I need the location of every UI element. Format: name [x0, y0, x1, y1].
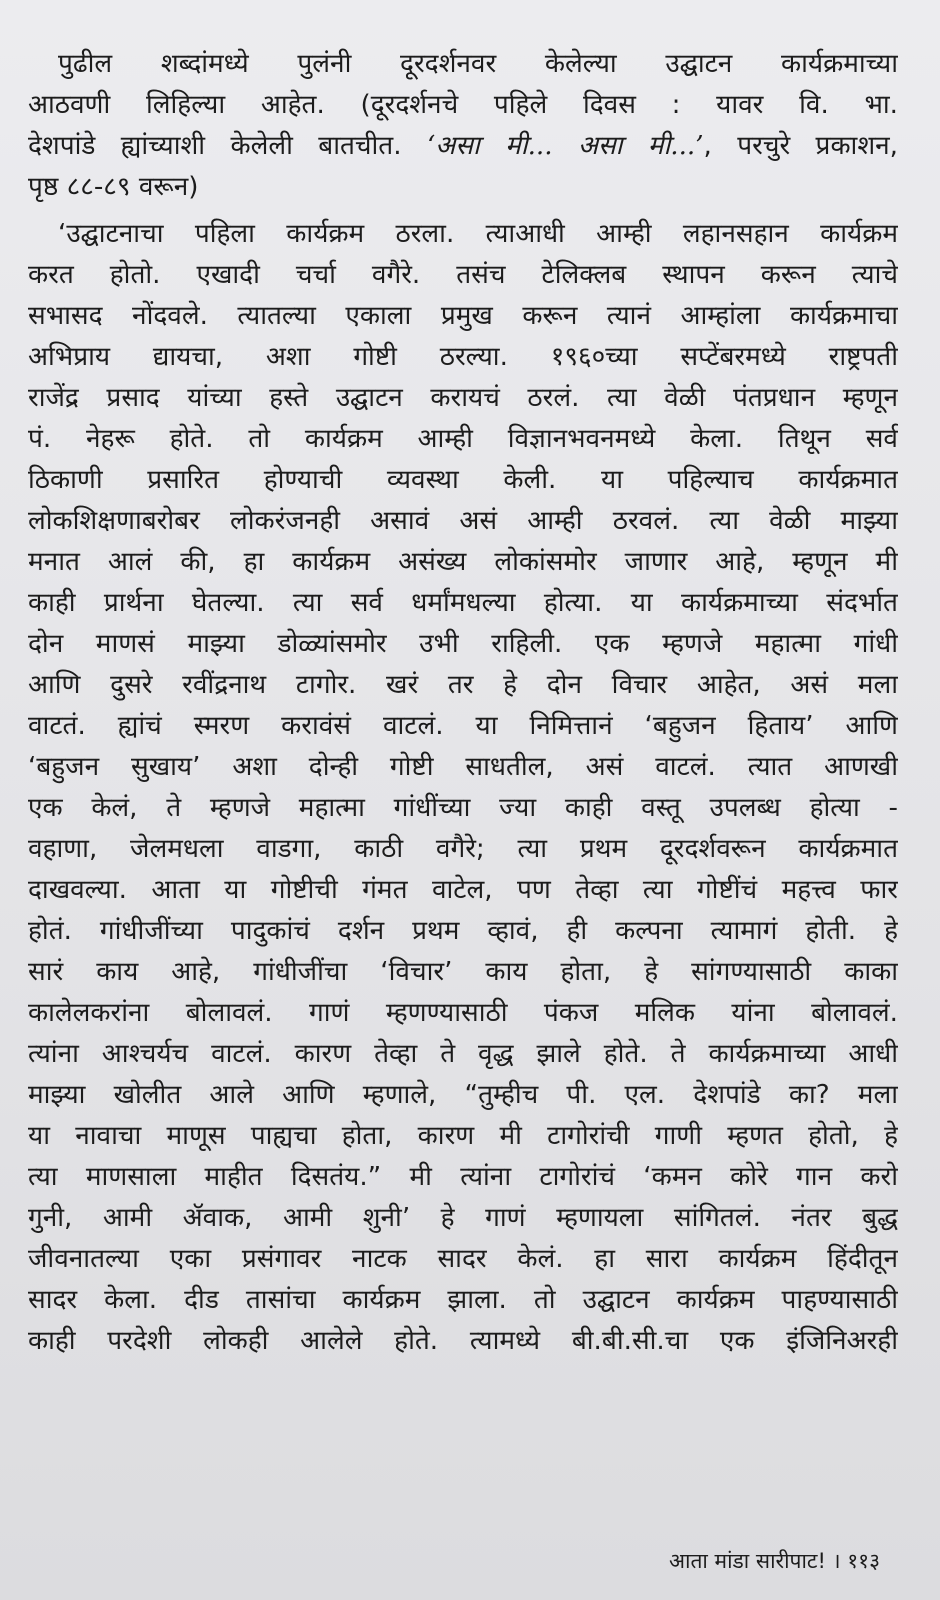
- body-line: दोन माणसं माझ्या डोळ्यांसमोर उभी राहिली. एक म्हणजे महात्मा गांधी: [28, 629, 898, 659]
- body-line: गुनी, आमी ॲवाक, आमी शुनी’ हे गाणं म्हणायला सांगितलं. नंतर बुद्ध: [28, 1203, 898, 1233]
- body-line: होतं. गांधीजींच्या पादुकांचं दर्शन प्रथम व्हावं, ही कल्पना त्यामागं होती. हे: [28, 916, 898, 946]
- body-line: राजेंद्र प्रसाद यांच्या हस्ते उद्घाटन करायचं ठरलं. त्या वेळी पंतप्रधान म्हणून: [28, 383, 898, 413]
- body-line: पं. नेहरू होते. तो कार्यक्रम आम्ही विज्ञानभवनमध्ये केला. तिथून सर्व: [28, 424, 898, 454]
- intro-text: , परचुरे प्रकाशन,: [703, 131, 898, 161]
- body-line: ठिकाणी प्रसारित होण्याची व्यवस्था केली. या पहिल्याच कार्यक्रमात: [28, 465, 898, 495]
- body-line: करत होतो. एखादी चर्चा वगैरे. तसंच टेलिक्लब स्थापन करून त्याचे: [28, 260, 898, 290]
- book-title: ‘असा मी... असा मी...’: [426, 131, 704, 161]
- body-line: या नावाचा माणूस पाह्यचा होता, कारण मी टागोरांची गाणी म्हणत होतो, हे: [28, 1121, 898, 1151]
- intro-line: पृष्ठ ८८-८९ वरून): [28, 172, 199, 202]
- body-line: कालेलकरांना बोलावलं. गाणं म्हणण्यासाठी पंकज मलिक यांना बोलावलं.: [28, 998, 898, 1028]
- body-line: त्यांना आश्चर्यच वाटलं. कारण तेव्हा ते वृद्ध झाले होते. ते कार्यक्रमाच्या आधी: [28, 1039, 898, 1069]
- body-line: काही प्रार्थना घेतल्या. त्या सर्व धर्मांमधल्या होत्या. या कार्यक्रमाच्या संदर्भात: [28, 588, 898, 618]
- body-line: जीवनातल्या एका प्रसंगावर नाटक सादर केलं. हा सारा कार्यक्रम हिंदीतून: [28, 1244, 898, 1274]
- body-line: लोकशिक्षणाबरोबर लोकरंजनही असावं असं आम्ही ठरवलं. त्या वेळी माझ्या: [28, 506, 898, 536]
- body-line: एक केलं, ते म्हणजे महात्मा गांधींच्या ज्या काही वस्तू उपलब्ध होत्या -: [28, 793, 898, 823]
- page-text: [28, 44, 898, 1362]
- intro-paragraph: [28, 44, 898, 208]
- body-line: वाटतं. ह्यांचं स्मरण करावंसं वाटलं. या निमित्तानं ‘बहुजन हिताय’ आणि: [28, 711, 898, 741]
- body-line: ‘बहुजन सुखाय’ अशा दोन्ही गोष्टी साधतील, असं वाटलं. त्यात आणखी: [28, 752, 898, 782]
- body-line: दाखवल्या. आता या गोष्टीची गंमत वाटेल, पण तेव्हा त्या गोष्टींचं महत्त्व फार: [28, 875, 898, 905]
- body-line: ‘उद्घाटनाचा पहिला कार्यक्रम ठरला. त्याआधी आम्ही लहानसहान कार्यक्रम: [58, 219, 898, 249]
- running-footer: आता मांडा सारीपाट! । ११३: [669, 1549, 880, 1573]
- body-line: आणि दुसरे रवींद्रनाथ टागोर. खरं तर हे दोन विचार आहेत, असं मला: [28, 670, 898, 700]
- body-line: अभिप्राय द्यायचा, अशा गोष्टी ठरल्या. १९६०च्या सप्टेंबरमध्ये राष्ट्रपती: [28, 342, 898, 372]
- body-line: वहाणा, जेलमधला वाडगा, काठी वगैरे; त्या प्रथम दूरदर्शवरून कार्यक्रमात: [28, 834, 898, 864]
- body-line: सभासद नोंदवले. त्यातल्या एकाला प्रमुख करून त्यानं आम्हांला कार्यक्रमाचा: [28, 301, 898, 331]
- body-line: काही परदेशी लोकही आलेले होते. त्यामध्ये बी.बी.सी.चा एक इंजिनिअरही: [28, 1326, 898, 1356]
- body-line: मनात आलं की, हा कार्यक्रम असंख्य लोकांसमोर जाणार आहे, म्हणून मी: [28, 547, 898, 577]
- intro-line: [28, 126, 898, 167]
- intro-text: देशपांडे ह्यांच्याशी केलेली बातचीत.: [28, 131, 427, 161]
- body-line: माझ्या खोलीत आले आणि म्हणाले, “तुम्हीच पी. एल. देशपांडे का? मला: [28, 1080, 898, 1110]
- body-paragraph: [28, 214, 898, 1362]
- body-line: त्या माणसाला माहीत दिसतंय.” मी त्यांना टागोरांचं ‘कमन कोरे गान करो: [28, 1162, 898, 1192]
- intro-line: पुढील शब्दांमध्ये पुलंनी दूरदर्शनवर केलेल्या उद्घाटन कार्यक्रमाच्या: [58, 49, 898, 79]
- body-line: सादर केला. दीड तासांचा कार्यक्रम झाला. तो उद्घाटन कार्यक्रम पाहण्यासाठी: [28, 1285, 898, 1315]
- intro-line: आठवणी लिहिल्या आहेत. (दूरदर्शनचे पहिले दिवस : यावर वि. भा.: [28, 90, 898, 120]
- body-line: सारं काय आहे, गांधीजींचा ‘विचार’ काय होता, हे सांगण्यासाठी काका: [28, 957, 898, 987]
